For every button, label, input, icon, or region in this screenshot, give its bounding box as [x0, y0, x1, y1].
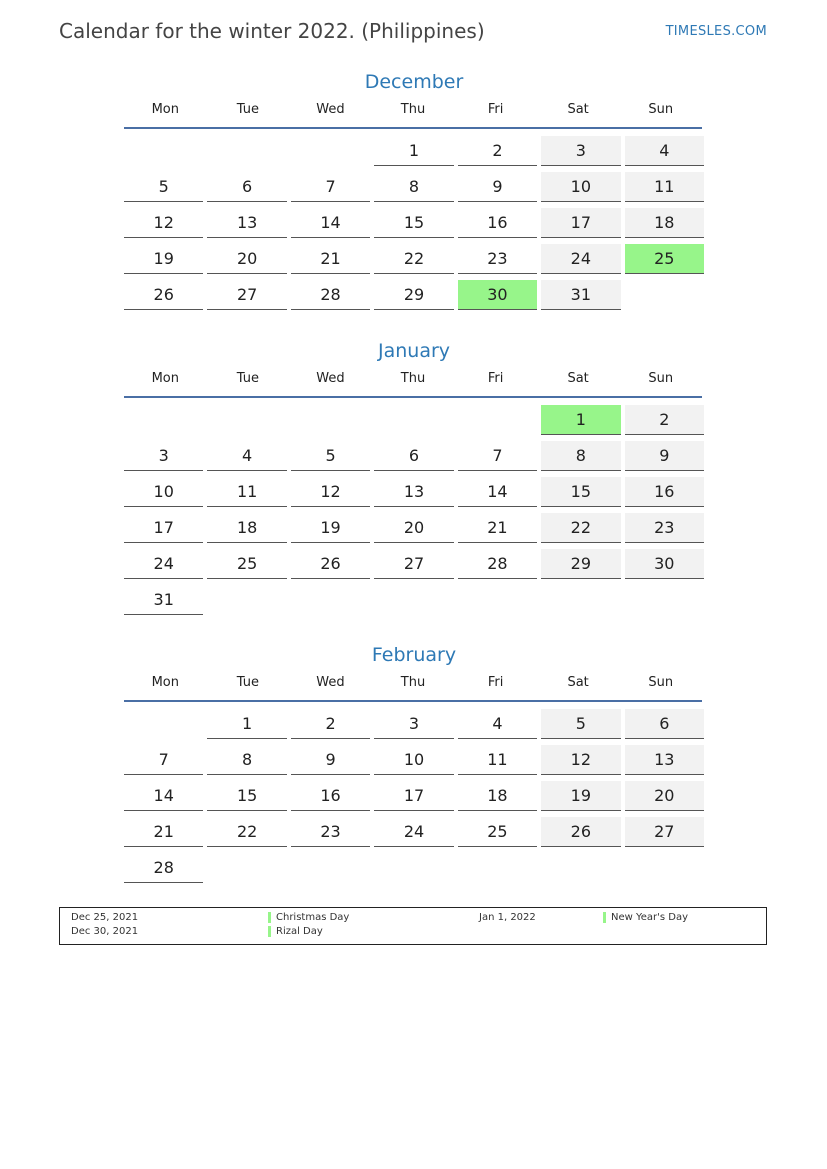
- day-cell: 17: [124, 513, 203, 543]
- weekday-label: Mon: [151, 371, 179, 386]
- day-grid: [122, 133, 706, 313]
- weekday-label: Tue: [236, 675, 259, 690]
- weekday-label: Mon: [151, 102, 179, 117]
- day-cell: 22: [541, 513, 620, 543]
- legend-holiday-name: Christmas Day: [268, 912, 349, 923]
- day-cell: 28: [458, 549, 537, 579]
- day-cell: 22: [374, 244, 453, 274]
- day-cell: 28: [124, 853, 203, 883]
- day-cell: 20: [374, 513, 453, 543]
- weekday-label: Sat: [567, 102, 589, 117]
- day-cell: 30: [625, 549, 704, 579]
- day-cell: 24: [374, 817, 453, 847]
- empty-cell: [207, 405, 286, 435]
- day-cell: 15: [541, 477, 620, 507]
- day-cell: 8: [374, 172, 453, 202]
- day-cell: 13: [207, 208, 286, 238]
- empty-cell: [458, 405, 537, 435]
- day-cell: 19: [124, 244, 203, 274]
- day-cell: 1: [207, 709, 286, 739]
- month-title: February: [371, 644, 457, 666]
- day-cell: 21: [291, 244, 370, 274]
- day-grid: [122, 706, 706, 886]
- day-cell: 27: [207, 280, 286, 310]
- weekday-label: Tue: [236, 102, 259, 117]
- weekday-label: Thu: [400, 371, 426, 386]
- day-cell: 26: [124, 280, 203, 310]
- month-february: [122, 640, 706, 886]
- weekday-label: Wed: [316, 675, 345, 690]
- day-cell: 9: [291, 745, 370, 775]
- weekday-label: Sun: [648, 371, 674, 386]
- day-cell: 9: [625, 441, 704, 471]
- day-cell: 6: [207, 172, 286, 202]
- weekday-label: Wed: [316, 371, 345, 386]
- day-cell: 18: [458, 781, 537, 811]
- day-cell: 6: [374, 441, 453, 471]
- day-cell: 23: [291, 817, 370, 847]
- empty-cell: [124, 709, 203, 739]
- holiday-day-cell: 25: [625, 244, 704, 274]
- weekday-label: Fri: [487, 371, 504, 386]
- holiday-day-cell: 1: [541, 405, 620, 435]
- weekday-header-row: [124, 97, 702, 129]
- holiday-legend: [59, 907, 767, 945]
- empty-cell: [124, 136, 203, 166]
- day-cell: 10: [374, 745, 453, 775]
- day-cell: 24: [541, 244, 620, 274]
- day-cell: 26: [291, 549, 370, 579]
- legend-holiday-name: Rizal Day: [268, 926, 323, 937]
- day-cell: 14: [291, 208, 370, 238]
- day-grid: [122, 402, 706, 618]
- weekday-header-row: [124, 670, 702, 702]
- day-cell: 18: [207, 513, 286, 543]
- day-cell: 12: [291, 477, 370, 507]
- day-cell: 19: [291, 513, 370, 543]
- day-cell: 21: [458, 513, 537, 543]
- day-cell: 13: [625, 745, 704, 775]
- day-cell: 11: [625, 172, 704, 202]
- day-cell: 9: [458, 172, 537, 202]
- legend-holiday-name: New Year's Day: [603, 912, 688, 923]
- day-cell: 5: [291, 441, 370, 471]
- day-cell: 26: [541, 817, 620, 847]
- day-cell: 14: [458, 477, 537, 507]
- day-cell: 8: [541, 441, 620, 471]
- day-cell: 16: [458, 208, 537, 238]
- day-cell: 27: [625, 817, 704, 847]
- day-cell: 25: [458, 817, 537, 847]
- day-cell: 21: [124, 817, 203, 847]
- day-cell: 29: [541, 549, 620, 579]
- weekday-label: Fri: [487, 675, 504, 690]
- weekday-label: Sat: [567, 371, 589, 386]
- weekday-label: Fri: [487, 102, 504, 117]
- day-cell: 4: [207, 441, 286, 471]
- day-cell: 4: [625, 136, 704, 166]
- day-cell: 20: [625, 781, 704, 811]
- day-cell: 31: [541, 280, 620, 310]
- day-cell: 3: [374, 709, 453, 739]
- day-cell: 6: [625, 709, 704, 739]
- page-title: Calendar for the winter 2022. (Philippines): [59, 19, 485, 43]
- day-cell: 18: [625, 208, 704, 238]
- month-title: January: [377, 340, 451, 362]
- weekday-label: Sun: [648, 102, 674, 117]
- day-cell: 15: [374, 208, 453, 238]
- day-cell: 11: [458, 745, 537, 775]
- day-cell: 24: [124, 549, 203, 579]
- day-cell: 12: [541, 745, 620, 775]
- day-cell: 23: [625, 513, 704, 543]
- day-cell: 16: [291, 781, 370, 811]
- empty-cell: [207, 136, 286, 166]
- empty-cell: [291, 405, 370, 435]
- day-cell: 22: [207, 817, 286, 847]
- day-cell: 20: [207, 244, 286, 274]
- weekday-label: Wed: [316, 102, 345, 117]
- day-cell: 14: [124, 781, 203, 811]
- day-cell: 17: [541, 208, 620, 238]
- weekday-header-row: [124, 366, 702, 398]
- day-cell: 19: [541, 781, 620, 811]
- day-cell: 4: [458, 709, 537, 739]
- legend-date: Jan 1, 2022: [479, 912, 536, 923]
- weekday-label: Tue: [236, 371, 259, 386]
- day-cell: 10: [124, 477, 203, 507]
- day-cell: 28: [291, 280, 370, 310]
- day-cell: 2: [291, 709, 370, 739]
- month-december: [122, 67, 706, 313]
- weekday-label: Sun: [648, 675, 674, 690]
- weekday-label: Mon: [151, 675, 179, 690]
- day-cell: 29: [374, 280, 453, 310]
- weekday-label: Thu: [400, 102, 426, 117]
- day-cell: 31: [124, 585, 203, 615]
- legend-date: Dec 25, 2021: [71, 912, 139, 923]
- day-cell: 8: [207, 745, 286, 775]
- empty-cell: [124, 405, 203, 435]
- day-cell: 27: [374, 549, 453, 579]
- day-cell: 5: [124, 172, 203, 202]
- day-cell: 1: [374, 136, 453, 166]
- empty-cell: [374, 405, 453, 435]
- day-cell: 17: [374, 781, 453, 811]
- day-cell: 7: [291, 172, 370, 202]
- day-cell: 7: [458, 441, 537, 471]
- day-cell: 11: [207, 477, 286, 507]
- day-cell: 2: [625, 405, 704, 435]
- weekday-label: Thu: [400, 675, 426, 690]
- month-title: December: [364, 71, 464, 93]
- holiday-day-cell: 30: [458, 280, 537, 310]
- site-link[interactable]: TIMESLES.COM: [665, 24, 767, 39]
- month-january: [122, 336, 706, 618]
- day-cell: 5: [541, 709, 620, 739]
- weekday-label: Sat: [567, 675, 589, 690]
- day-cell: 2: [458, 136, 537, 166]
- day-cell: 23: [458, 244, 537, 274]
- day-cell: 10: [541, 172, 620, 202]
- day-cell: 25: [207, 549, 286, 579]
- empty-cell: [291, 136, 370, 166]
- day-cell: 13: [374, 477, 453, 507]
- legend-date: Dec 30, 2021: [71, 926, 139, 937]
- day-cell: 3: [541, 136, 620, 166]
- day-cell: 16: [625, 477, 704, 507]
- day-cell: 3: [124, 441, 203, 471]
- day-cell: 12: [124, 208, 203, 238]
- day-cell: 7: [124, 745, 203, 775]
- day-cell: 15: [207, 781, 286, 811]
